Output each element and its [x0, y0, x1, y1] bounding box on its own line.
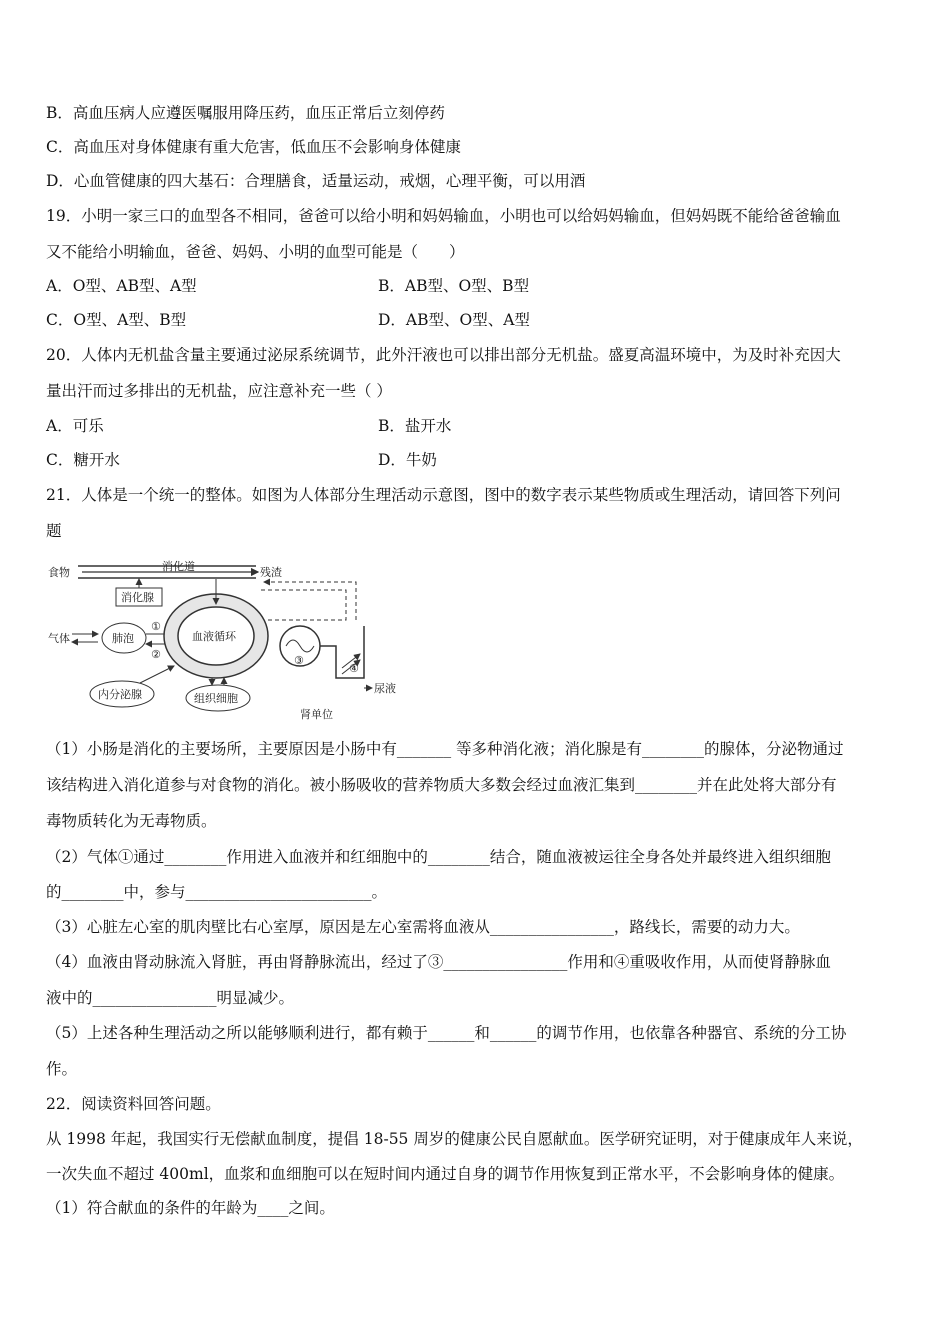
endocrine-label: 内分泌腺	[98, 688, 142, 701]
q19-option-a: A．O型、AB型、A型	[46, 277, 197, 295]
q21-stem-line1: 21．人体是一个统一的整体。如图为人体部分生理活动示意图，图中的数字表示某些物质或生理活动，请回答下列问	[46, 486, 841, 504]
q22-stem: 22．阅读资料回答问题。	[46, 1095, 221, 1113]
q20-option-b: B．盐开水	[378, 417, 452, 435]
q21-part2-line1: （2）气体①通过________作用进入血液并和红细胞中的________结合，随血液被运往全身各处并最终进入组织细胞	[46, 848, 831, 866]
urine-label: 尿液	[374, 682, 396, 695]
q21-stem-line2: 题	[46, 522, 62, 540]
physiology-diagram-svg	[46, 558, 398, 726]
q19-stem-line2: 又不能给小明输血，爸爸、妈妈、小明的血型可能是（ ）	[46, 243, 465, 261]
marker-2: ②	[151, 648, 161, 661]
q18-option-d: D．心血管健康的四大基石：合理膳食，适量运动，戒烟，心理平衡，可以用酒	[46, 172, 586, 190]
q20-stem-line1: 20．人体内无机盐含量主要通过泌尿系统调节，此外汗液也可以排出部分无机盐。盛夏高温环境中，为及时补充因大	[46, 346, 841, 364]
physiology-diagram	[46, 558, 398, 726]
digestive-tract-label: 消化道	[162, 560, 195, 573]
food-label: 食物	[48, 566, 70, 579]
q22-material-line2: 一次失血不超过 400ml，血浆和血细胞可以在短时间内通过自身的调节作用恢复到正常水平，不会影响身体的健康。	[46, 1165, 845, 1183]
q21-part4-line1: （4）血液由肾动脉流入肾脏，再由肾静脉流出，经过了③________________作用和④重吸收作用，从而使肾静脉血	[46, 953, 831, 971]
q21-part1-line3: 毒物质转化为无毒物质。	[46, 812, 217, 830]
q19-option-c: C．O型、A型、B型	[46, 311, 187, 329]
renal-vein-path	[264, 582, 356, 620]
tissue-cells-label: 组织细胞	[194, 692, 238, 705]
q19-stem-line1: 19．小明一家三口的血型各不相同，爸爸可以给小明和妈妈输血，小明也可以给妈妈输血，但妈妈既不能给爸爸输血	[46, 207, 841, 225]
q22-material-line1: 从 1998 年起，我国实行无偿献血制度，提倡 18-55 周岁的健康公民自愿献血。医学研究证明，对于健康成年人来说，	[46, 1130, 863, 1148]
alveoli-label: 肺泡	[112, 632, 134, 645]
q21-part3-line1: （3）心脏左心室的肌肉壁比右心室厚，原因是左心室需将血液从________________，路线长，需要的动力大。	[46, 918, 800, 936]
q20-option-d: D．牛奶	[378, 451, 437, 469]
blood-circulation-label: 血液循环	[192, 630, 236, 643]
q21-part5-line1: （5）上述各种生理活动之所以能够顺利进行，都有赖于______和______的调节作用，也依靠各种器官、系统的分工协	[46, 1024, 847, 1042]
q20-option-c: C．糖开水	[46, 451, 120, 469]
residue-label: 残渣	[260, 566, 282, 579]
q20-option-a: A．可乐	[46, 417, 104, 435]
q20-stem-line2: 量出汗而过多排出的无机盐，应注意补充一些（ ）	[46, 382, 392, 400]
marker-1: ①	[151, 620, 161, 633]
gas-label: 气体	[48, 632, 70, 645]
renal-artery-path	[260, 590, 346, 620]
q19-option-b: B．AB型、O型、B型	[378, 277, 530, 295]
q21-part2-line2: 的________中，参与________________________。	[46, 883, 388, 901]
digestive-gland-label: 消化腺	[121, 591, 154, 604]
q22-part1: （1）符合献血的条件的年龄为____之间。	[46, 1199, 335, 1217]
q21-part1-line1: （1）小肠是消化的主要场所，主要原因是小肠中有_______ 等多种消化液；消化腺是有________的腺体，分泌物通过	[46, 740, 844, 758]
marker-4: ④	[349, 662, 359, 675]
marker-3: ③	[294, 654, 304, 667]
nephron-label: 肾单位	[300, 708, 333, 721]
q19-option-d: D．AB型、O型、A型	[378, 311, 530, 329]
q18-option-c: C．高血压对身体健康有重大危害，低血压不会影响身体健康	[46, 138, 461, 156]
q18-option-b: B．高血压病人应遵医嘱服用降压药，血压正常后立刻停药	[46, 104, 445, 122]
q21-part5-line2: 作。	[46, 1060, 78, 1078]
endocrine-arrow	[140, 666, 174, 683]
q21-part4-line2: 液中的________________明显减少。	[46, 989, 295, 1007]
q21-part1-line2: 该结构进入消化道参与对食物的消化。被小肠吸收的营养物质大多数会经过血液汇集到________并在此处将大部分有	[46, 776, 837, 794]
